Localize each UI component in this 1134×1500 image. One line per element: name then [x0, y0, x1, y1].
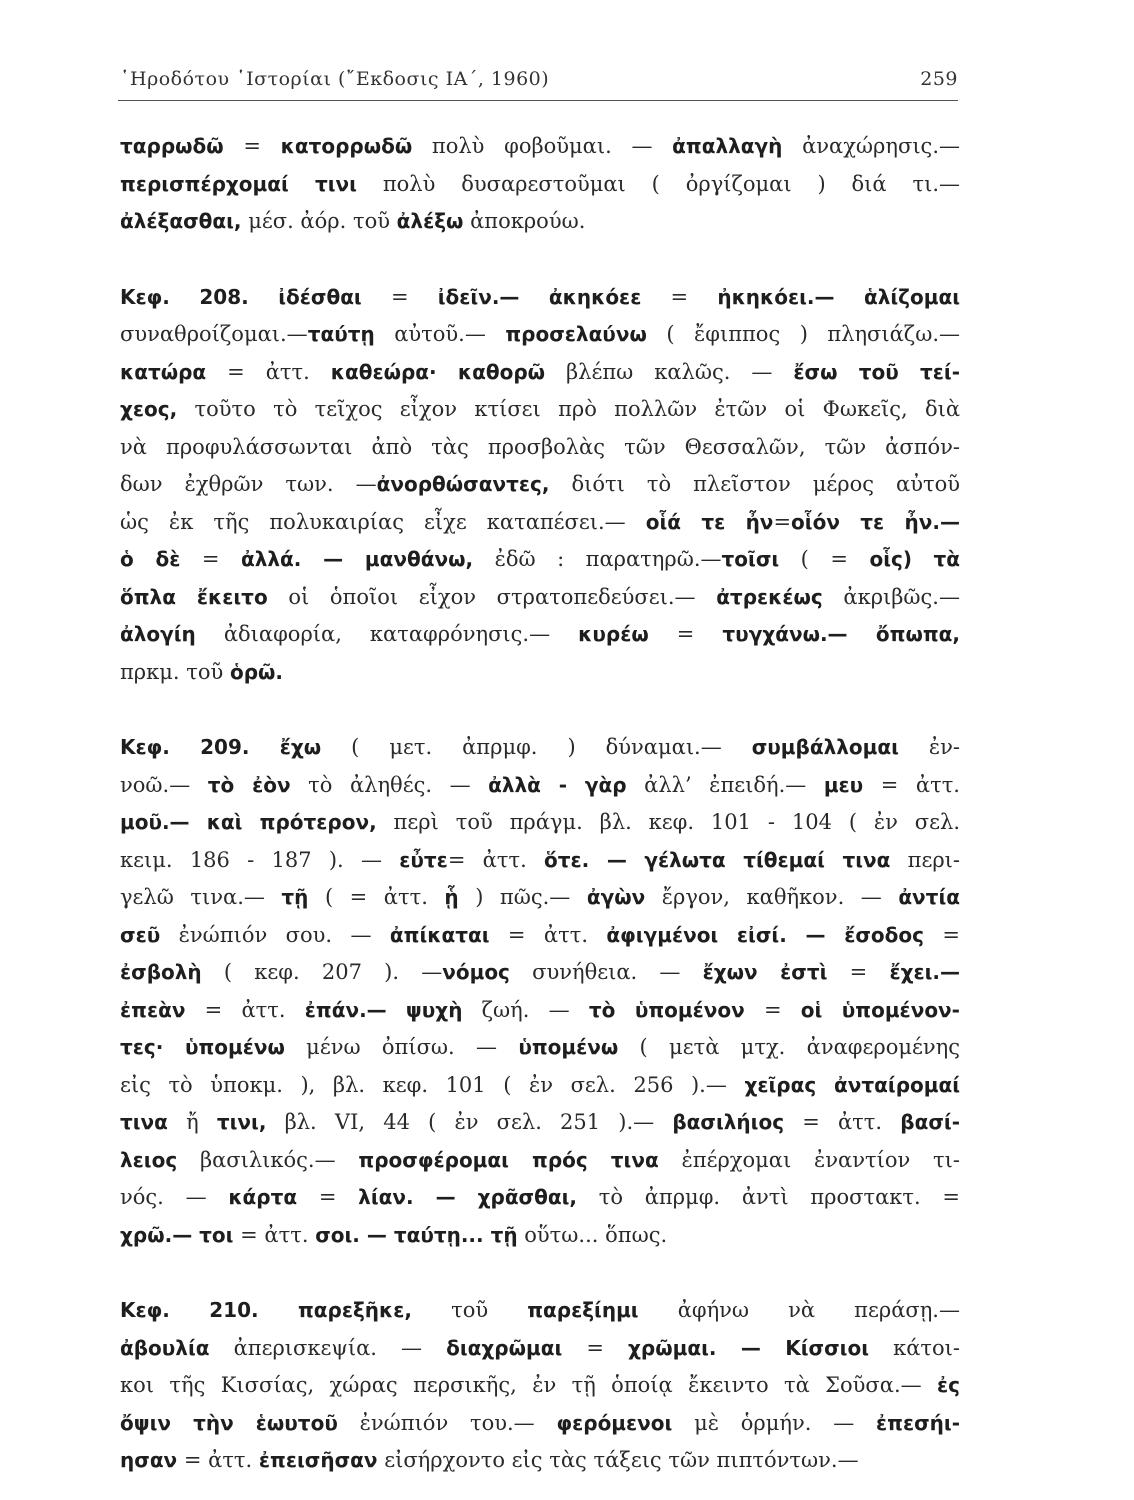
gloss-text: μέσ. ἀόρ. τοῦ	[241, 209, 397, 233]
gloss-text: =	[827, 960, 890, 984]
text-line	[120, 316, 960, 354]
text-line	[120, 1442, 960, 1480]
text-line	[120, 541, 960, 579]
text-line	[120, 1217, 960, 1255]
lemma-term: ἀπαλλαγὴ	[672, 134, 783, 158]
page-number: 259	[920, 68, 958, 90]
gloss-text: ὡς ἐκ τῆς πολυκαιρίας εἶχε καταπέσει.—	[120, 509, 646, 534]
lemma-term: ᾗ	[444, 885, 459, 909]
text-line	[120, 804, 960, 842]
lemma-term: τὸ ὑπομένον	[588, 997, 745, 1022]
gloss-text: ἐνώπιόν σου. —	[160, 922, 390, 947]
lemma-term: μοῦ.— καὶ πρότερον,	[120, 810, 377, 834]
gloss-text: πρκμ. τοῦ	[120, 659, 230, 684]
lemma-term: ὑπομένω	[518, 1035, 619, 1059]
lemma-term: τοῖσι	[721, 547, 780, 571]
lemma-term: χρῶ.— τοι	[120, 1222, 234, 1247]
gloss-text: διότι τὸ πλεῖστον μέρος αὐτοῦ	[549, 472, 960, 496]
gloss-text: = ἀττ.	[185, 997, 305, 1022]
lemma-term: ἔσω τοῦ τεί-	[793, 359, 960, 384]
gloss-text: αὐτοῦ.—	[374, 322, 506, 346]
lemma-term: τὰ	[933, 547, 960, 571]
lemma-term: μευ	[823, 772, 864, 797]
gloss-text: τοῦτο τὸ τεῖχος εἶχον κτίσει πρὸ πολλῶν ἐτῶν οἱ Φωκεῖς, διὰ	[177, 397, 960, 421]
gloss-text: ζωή. —	[462, 997, 589, 1022]
lemma-term: ὁ δὲ	[120, 547, 181, 571]
gloss-text: ἀπερισκεψία. —	[209, 1335, 447, 1360]
gloss-text: ἐν-	[898, 735, 960, 759]
header-rule	[118, 100, 958, 101]
gloss-text: ἀφήνω νὰ περάσῃ.—	[638, 1298, 960, 1322]
text-line	[120, 128, 960, 166]
lemma-term: νόμος	[442, 960, 510, 984]
text-line	[120, 466, 960, 504]
text-line	[120, 1330, 960, 1368]
text-line	[120, 729, 960, 767]
gloss-text: ( κεφ. 207 ). —	[201, 960, 443, 984]
text-line	[120, 279, 960, 317]
paragraph	[120, 1292, 960, 1480]
gloss-text: γελῶ τινα.—	[120, 885, 282, 909]
lemma-term: οἷς)	[869, 547, 912, 571]
text-line	[120, 1067, 960, 1105]
gloss-text: ἀκριβῶς.—	[822, 584, 960, 609]
lemma-term: Κεφ. 210. παρεξῆκε,	[120, 1298, 412, 1322]
gloss-text: = ἀττ.	[177, 1448, 259, 1472]
lemma-term: τὸ ἐὸν	[207, 772, 291, 797]
text-line	[120, 654, 960, 692]
lemma-term: προσφέρομαι πρός τινα	[358, 1147, 659, 1172]
lemma-term: σεῦ	[120, 922, 161, 947]
gloss-text: μὲ ὁρμήν. —	[672, 1410, 876, 1435]
gloss-text: =	[773, 509, 792, 534]
gloss-text: ( =	[779, 547, 870, 571]
gloss-text: =	[297, 1185, 359, 1209]
lemma-term: ὅπλα ἔκειτο	[120, 584, 268, 609]
lemma-term: ἀλέξω	[396, 209, 464, 233]
text-line	[120, 1029, 960, 1067]
lemma-term: ὅτε. — γέλωτα τίθεμαί τινα	[544, 847, 891, 872]
lemma-term: βασί-	[900, 1110, 960, 1134]
gloss-text: ἔργον, καθῆκον. —	[645, 885, 899, 909]
gloss-text: κάτοι-	[869, 1335, 960, 1360]
gloss-text: =	[924, 922, 960, 947]
lemma-term: ἀλλά. — μανθάνω,	[240, 547, 474, 571]
lemma-term: ἐσβολὴ	[120, 960, 202, 984]
lemma-term: κατώρα	[120, 359, 207, 384]
gloss-text: =	[223, 134, 281, 158]
text-line	[120, 1104, 960, 1142]
text-line	[120, 391, 960, 429]
lemma-term: Κεφ. 209. ἔχω	[120, 735, 322, 759]
lemma-term: οἱ ὑπομένον-	[800, 997, 960, 1022]
gloss-text: ( ἔφιππος ) πλησιάζω.—	[646, 322, 960, 346]
lemma-term: ησαν	[120, 1448, 178, 1472]
gloss-text: κειμ. 186 - 187 ). —	[120, 847, 400, 872]
lemma-term: ἀλέξασθαι,	[120, 209, 242, 233]
lemma-term: τες· ὑπομένω	[120, 1035, 285, 1059]
gloss-text: = ἀττ.	[447, 847, 545, 872]
lemma-term: ἐπεισῆσαν	[258, 1448, 378, 1472]
gloss-text: δων ἐχθρῶν των. —	[120, 472, 377, 496]
lemma-term: τῇ	[281, 885, 309, 909]
lemma-term: συμβάλλομαι	[751, 735, 899, 759]
lemma-term: ψυχὴ	[405, 997, 463, 1022]
lemma-term: ἀλογίη	[120, 622, 196, 646]
gloss-text: ἀλλ’ ἐπειδή.—	[626, 772, 824, 797]
gloss-text: πολὺ δυσαρεστοῦμαι ( ὀργίζομαι ) διά τι.—	[356, 171, 960, 196]
text-line	[120, 954, 960, 992]
gloss-text: ἀδιαφορία, καταφρόνησις.—	[195, 622, 579, 646]
gloss-text: περὶ τοῦ πράγμ. βλ. κεφ. 101 - 104 ( ἐν σελ.	[376, 810, 960, 834]
gloss-text: νὰ προφυλάσσωνται ἀπὸ τὰς προσβολὰς τῶν Θεσσαλῶν, τῶν ἀσπόν-	[120, 434, 960, 459]
gloss-text: =	[641, 284, 718, 309]
text-line	[120, 429, 960, 467]
gloss-text: = ἀττ.	[784, 1110, 901, 1134]
commentary-body	[120, 128, 960, 1480]
lemma-term: τυγχάνω.— ὄπωπα,	[722, 622, 960, 646]
text-line	[120, 767, 960, 805]
lemma-term: ἀγὼν	[586, 885, 646, 909]
lemma-term: οἷά τε ἦν	[645, 509, 774, 534]
gloss-text: = ἀττ.	[233, 1222, 316, 1247]
gloss-text: ( μετὰ μτχ. ἀναφερομένης	[618, 1035, 960, 1059]
gloss-text: ἐνώπιόν του.—	[337, 1410, 557, 1435]
lemma-term: ἐπεὰν	[120, 997, 186, 1022]
gloss-text: ( μετ. ἀπρμφ. ) δύναμαι.—	[321, 735, 752, 759]
lemma-term: κάρτα	[228, 1185, 298, 1209]
lemma-term: φερόμενοι	[556, 1410, 673, 1435]
book-title: ῾Ηροδότου ῾Ιστορίαι (῎Εκδοσις ΙΑ΄, 1960)	[120, 68, 550, 90]
gloss-text: ἤ	[167, 1110, 217, 1134]
lemma-term: οἷόν τε ἦν.—	[791, 509, 960, 534]
lemma-term: εὖτε	[399, 847, 448, 872]
paragraph-gap	[120, 1254, 960, 1292]
lemma-term: ἠκηκόει.— ἁλίζομαι	[717, 284, 960, 309]
gloss-text: συνήθεια. —	[509, 960, 703, 984]
text-line	[120, 616, 960, 654]
lemma-term: ἀντία	[898, 885, 960, 909]
lemma-term: διαχρῶμαι	[446, 1335, 563, 1360]
paragraph-gap	[120, 691, 960, 729]
gloss-text: ἀναχώρησις.—	[782, 134, 960, 158]
lemma-term: ἀτρεκέως	[716, 584, 823, 609]
gloss-text: εἰς τὸ ὑποκμ. ), βλ. κεφ. 101 ( ἐν σελ. 256 ).—	[120, 1072, 745, 1097]
gloss-text: εἰσήρχοντο εἰς τὰς τάξεις τῶν πιπτόντων.—	[377, 1448, 859, 1472]
gloss-text: =	[361, 284, 438, 309]
text-line	[120, 1179, 960, 1217]
text-line	[120, 579, 960, 617]
text-line	[120, 1367, 960, 1405]
text-line	[120, 992, 960, 1030]
text-line	[120, 1292, 960, 1330]
running-head	[120, 64, 960, 96]
gloss-text: πολὺ φοβοῦμαι. —	[412, 134, 673, 158]
lemma-term: χρῶμαι. — Κίσσιοι	[628, 1335, 869, 1360]
lemma-term: καθεώρα· καθορῶ	[330, 359, 546, 384]
gloss-text: μένω ὀπίσω. —	[284, 1035, 519, 1059]
gloss-text	[387, 998, 406, 1022]
lemma-term: ἐπεσήι-	[876, 1410, 960, 1435]
gloss-text: =	[648, 622, 723, 646]
lemma-term: ἀνορθώσαντες,	[376, 472, 550, 496]
gloss-text: τὸ ἀπρμφ. ἀντὶ προστακτ. =	[577, 1185, 960, 1209]
lemma-term: περισπέρχομαί τινι	[120, 171, 357, 196]
text-line	[120, 203, 960, 241]
gloss-text: περι-	[890, 847, 960, 872]
lemma-term: χεος,	[120, 397, 178, 421]
gloss-text: οἱ ὁποῖοι εἶχον στρατοπεδεύσει.—	[267, 584, 717, 609]
lemma-term: ἀβουλία	[120, 1335, 210, 1360]
gloss-text: βασιλικός.—	[177, 1147, 359, 1172]
lemma-term: ταύτῃ	[307, 322, 375, 346]
gloss-text: ( = ἀττ.	[308, 885, 445, 909]
lemma-term: ἀφιγμένοι εἰσί. — ἔσοδος	[606, 922, 924, 947]
text-line	[120, 354, 960, 392]
lemma-term: παρεξίημι	[527, 1298, 639, 1322]
gloss-text: ἐπέρχομαι ἐναντίον τι-	[658, 1147, 960, 1172]
gloss-text: κοι τῆς Κισσίας, χώρας περσικῆς, ἐν τῇ ὁποίᾳ ἔκειντο τὰ Σοῦσα.—	[120, 1373, 937, 1397]
gloss-text: οὕτω... ὅπως.	[517, 1222, 668, 1247]
paragraph	[120, 729, 960, 1254]
gloss-text: ) πῶς.—	[458, 885, 587, 909]
lemma-term: σοι. — ταύτῃ... τῇ	[315, 1222, 518, 1247]
paragraph	[120, 128, 960, 241]
text-line	[120, 1405, 960, 1443]
gloss-text: ἀποκρούω.	[463, 209, 586, 233]
gloss-text: συναθροίζομαι.—	[120, 322, 308, 346]
lemma-term: βασιλήιος	[672, 1110, 785, 1134]
lemma-term: προσελαύνω	[505, 322, 647, 346]
gloss-text: =	[744, 997, 801, 1022]
lemma-term: ὁρῶ.	[229, 659, 284, 684]
lemma-term: τινα	[120, 1110, 168, 1134]
gloss-text: = ἀττ.	[863, 772, 960, 797]
paragraph-gap	[120, 241, 960, 279]
gloss-text: τοῦ	[412, 1298, 528, 1322]
gloss-text: τὸ ἀληθές. —	[290, 772, 489, 797]
text-line	[120, 504, 960, 542]
lemma-term: ἐς	[937, 1373, 960, 1397]
lemma-term: ἐπάν.—	[304, 997, 387, 1022]
gloss-text: = ἀττ.	[206, 359, 331, 384]
text-line	[120, 917, 960, 955]
gloss-text: = ἀττ.	[489, 922, 607, 947]
lemma-term: ἔχει.—	[889, 960, 960, 984]
lemma-term: κατορρωδῶ	[280, 134, 413, 158]
lemma-term: τινι,	[216, 1110, 267, 1134]
gloss-text: ἐδῶ : παρατηρῶ.—	[473, 547, 722, 571]
lemma-term: λειος	[120, 1147, 178, 1172]
lemma-term: κυρέω	[578, 622, 649, 646]
lemma-term: Κεφ. 208. ἰδέσθαι	[120, 284, 362, 309]
text-line	[120, 842, 960, 880]
lemma-term: ταρρωδῶ	[120, 134, 224, 158]
lemma-term: ἀλλὰ - γὰρ	[488, 772, 627, 797]
gloss-text: =	[562, 1335, 629, 1360]
lemma-term: λίαν. — χρᾶσθαι,	[358, 1185, 578, 1209]
text-line	[120, 879, 960, 917]
lemma-term: χεῖρας ἀνταίρομαί	[744, 1072, 960, 1097]
text-line	[120, 1142, 960, 1180]
gloss-text: =	[180, 547, 241, 571]
text-line	[120, 166, 960, 204]
gloss-text	[912, 547, 934, 571]
gloss-text: βλέπω καλῶς. —	[545, 359, 794, 384]
lemma-term: ἔχων ἐστὶ	[702, 960, 828, 984]
gloss-text: νός. —	[120, 1185, 229, 1209]
lemma-term: ἀπίκαται	[389, 922, 490, 947]
lemma-term: ὄψιν τὴν ἑωυτοῦ	[120, 1410, 338, 1435]
lemma-term: ἰδεῖν.— ἀκηκόεε	[437, 284, 642, 309]
gloss-text: βλ. VI, 44 ( ἐν σελ. 251 ).—	[266, 1110, 673, 1134]
gloss-text: νοῶ.—	[120, 772, 208, 797]
paragraph	[120, 279, 960, 692]
